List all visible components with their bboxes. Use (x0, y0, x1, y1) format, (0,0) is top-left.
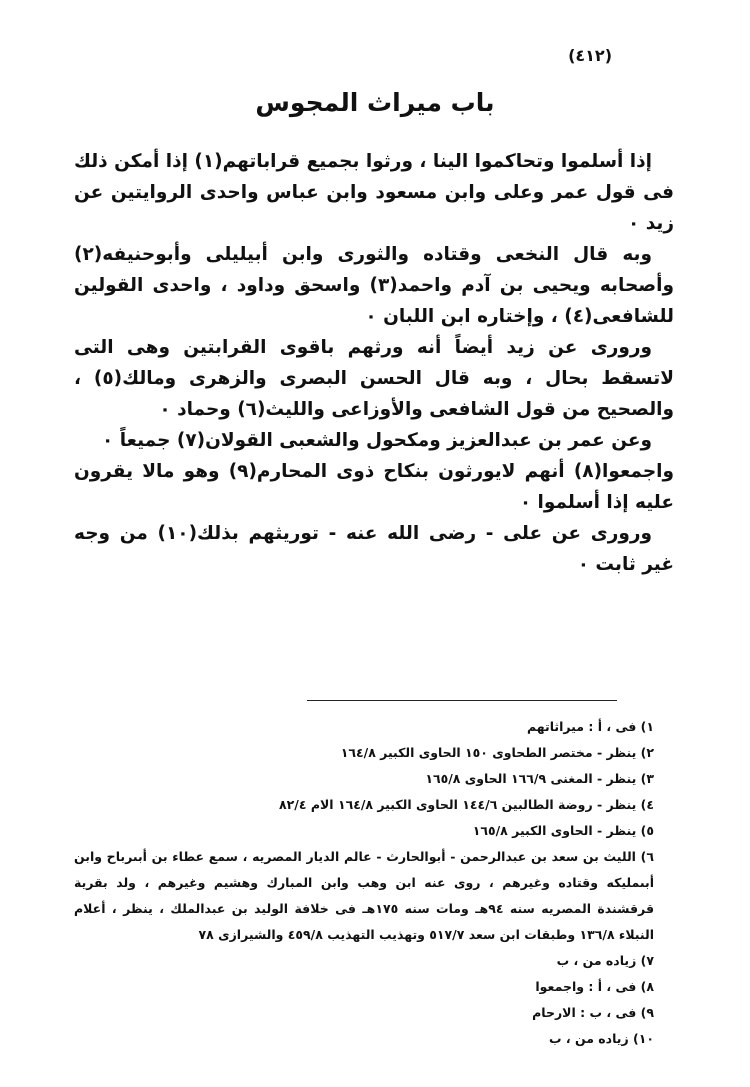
footnote-item: ٣) ينظر - المغنى ١٦٦/٩ الحاوى ١٦٥/٨ (425, 771, 654, 786)
footnote-item: ٥) ينظر - الحاوى الكبير ١٦٥/٨ (472, 823, 654, 838)
paragraph: وعن عمر بن عبدالعزيز ومكحول والشعبى القولان(٧) جميعاً ٠ (102, 430, 652, 451)
paragraph: ورورى عن زيد أيضاً أنه ورثهم باقوى القرابتين وهى التى لاتسقط بحال ، وبه قال الحسن البصرى والزهرى ومالك(٥) ، والصحيح من قول الشافعى والأوزاعى والليث(٦) وحماد ٠ (74, 337, 674, 420)
footnote-item: ٤) ينظر - روضة الطالبين ١٤٤/٦ الحاوى الكبير ١٦٤/٨ الام ٨٢/٤ (279, 797, 654, 812)
footnote-item: ٢) ينظر - مختصر الطحاوى ١٥٠ الحاوى الكبير ١٦٤/٨ (340, 745, 654, 760)
paragraph: وبه قال النخعى وقتاده والثورى وابن أبيليلى وأبوحنيفه(٢) وأصحابه ويحيى بن آدم واحمد(٣) واسحق وداود ، واحدى القولين للشافعى(٤) ، وإختاره ابن اللبان ٠ (74, 244, 674, 327)
paragraph: واجمعوا(٨) أنهم لايورثون بنكاح ذوى المحارم(٩) وهو مالا يقرون عليه إذا أسلموا ٠ (74, 461, 674, 513)
footnote-divider (307, 700, 617, 701)
chapter-title: باب ميراث المجوس (255, 88, 495, 117)
footnote-item: ٨) فى ، أ : واجمعوا (535, 979, 654, 994)
footnotes-list (74, 714, 654, 1052)
body-text (74, 146, 674, 580)
footnote-item: ٩) فى ، ب : الارحام (532, 1005, 654, 1020)
footnote-item: ٦) الليث بن سعد بن عبدالرحمن - أبوالحارث - عالم الديار المصريه ، سمع عطاء بن أبىرباح وابن أبىمليكه وقتاده وغيرهم ، روى عنه ابن وهب وابن المبارك وهشيم وغيرهم ، ولد بقرية قرقشندة المصريه سنه ٩٤هـ ومات سنه ١٧٥هـ فى خلافة الوليد بن عبدالملك ، ينظر ، أعلام النبلاء ١٣٦/٨ وطبقات ابن سعد ٥١٧/٧ وتهذيب التهذيب ٤٥٩/٨ والشيرازى ٧٨ (74, 849, 654, 942)
paragraph: ورورى عن على - رضى الله عنه - توريثهم بذلك(١٠) من وجه غير ثابت ٠ (74, 523, 674, 575)
page-number: (٤١٢) (568, 46, 612, 65)
footnote-item: ١) فى ، أ : ميراثاتهم (526, 719, 654, 734)
paragraph: إذا أسلموا وتحاكموا الينا ، ورثوا بجميع قراباتهم(١) إذا أمكن ذلك فى قول عمر وعلى وابن مسعود وابن عباس واحدى الروايتين عن زيد ٠ (74, 151, 674, 234)
footnote-item: ٧) زياده من ، ب (556, 953, 654, 968)
footnote-item: ١٠) زياده من ، ب (548, 1031, 654, 1046)
